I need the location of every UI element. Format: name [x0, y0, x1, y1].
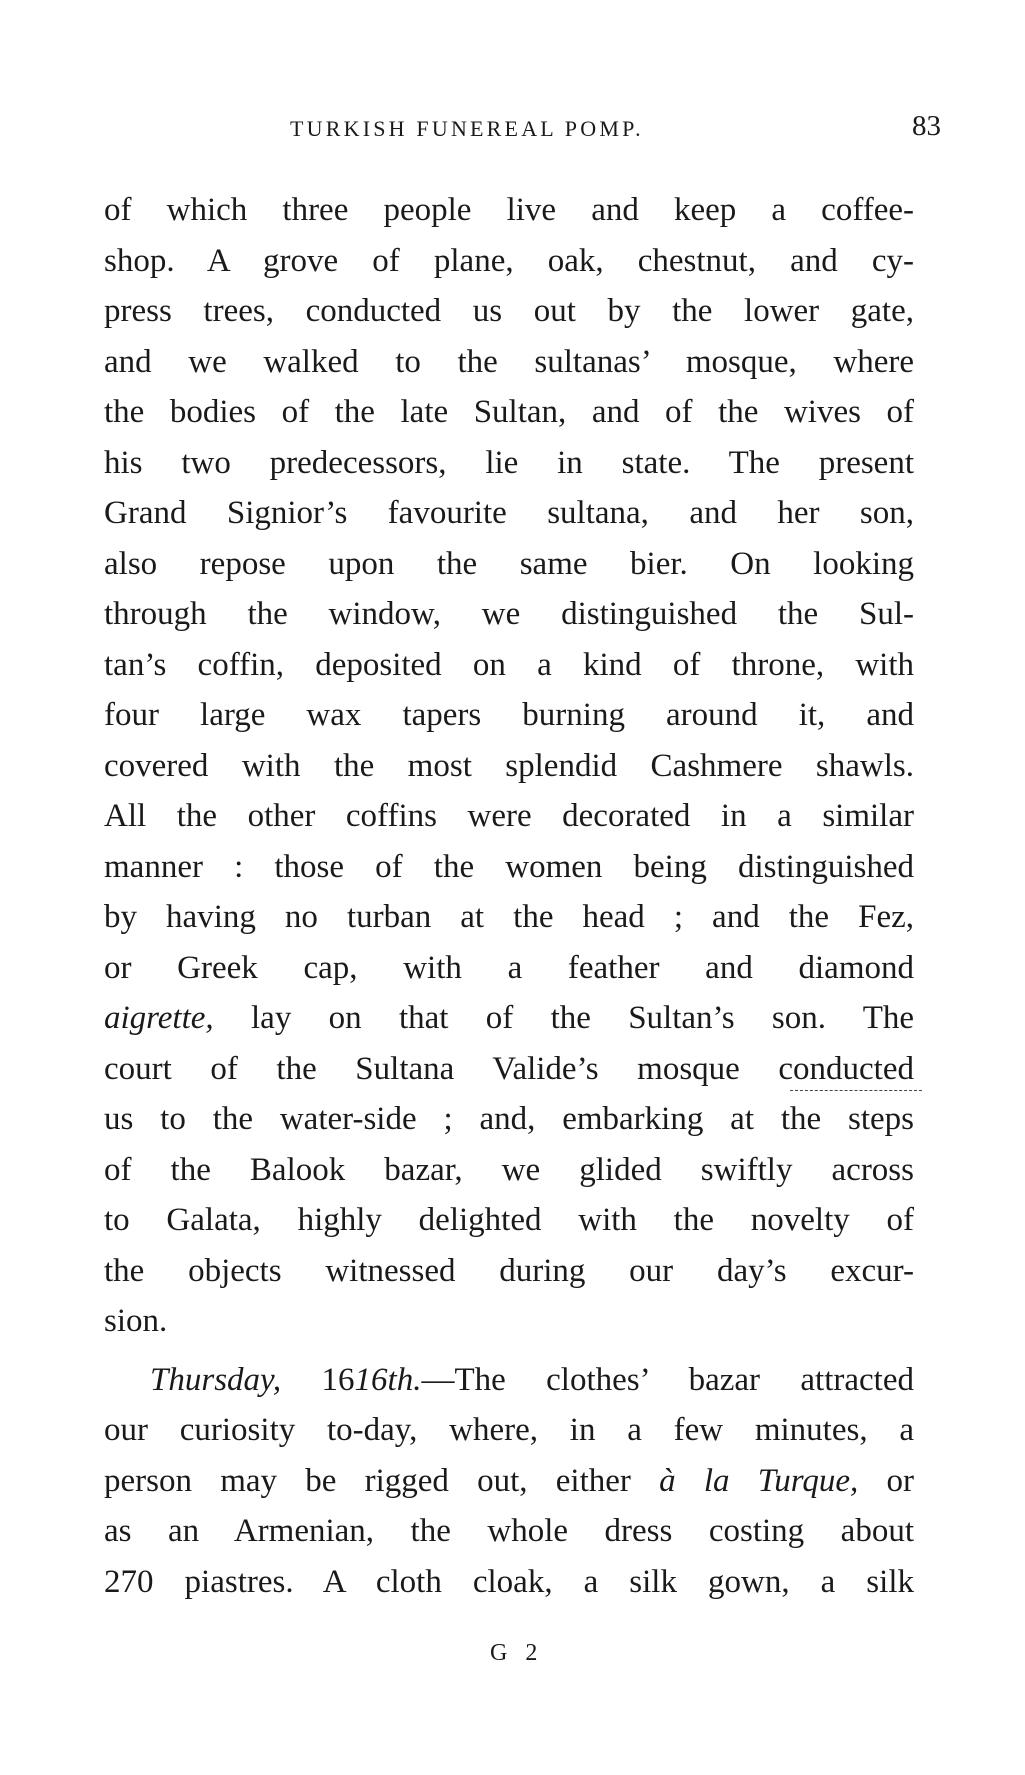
text-line: 270 piastres. A cloth cloak, a silk gown, a silk [104, 1563, 914, 1600]
signature-mark: G 2 [490, 1640, 544, 1666]
text-line: All the other coffins were decorated in a similar [104, 798, 914, 834]
text-fragment: person may be rigged out, either [104, 1462, 631, 1499]
text-line: covered with the most splendid Cashmere shawls. [104, 747, 914, 784]
text-line: of which three people live and keep a coffee- [104, 192, 914, 228]
text-line: press trees, conducted us out by the lower gate, [104, 293, 914, 329]
text-line: our curiosity to-day, where, in a few minutes, a [104, 1412, 914, 1448]
text-fragment: lay on that of the Sultan’s son. The [251, 1000, 914, 1036]
text-line: shop. A grove of plane, oak, chestnut, and cy- [104, 242, 914, 279]
body-text [104, 185, 914, 1607]
text-line-turque [104, 1456, 914, 1507]
text-line: court of the Sultana Valide’s mosque conducted [104, 1050, 914, 1087]
running-title: TURKISH FUNEREAL POMP. [290, 116, 644, 141]
text-line: four large wax tapers burning around it, and [104, 697, 914, 733]
text-line: his two predecessors, lie in state. The present [104, 444, 914, 481]
italic-turque: Turque, [757, 1462, 859, 1499]
text-line: sion. [104, 1303, 168, 1339]
text-line: or Greek cap, with a feather and diamond [104, 949, 914, 986]
text-line: by having no turban at the head ; and the Fez, [104, 899, 914, 935]
text-line: the objects witnessed during our day’s excur- [104, 1252, 914, 1289]
text-line-thursday [104, 1355, 914, 1406]
page-number: 83 [912, 110, 941, 142]
text-line: as an Armenian, the whole dress costing about [104, 1513, 914, 1549]
italic-aigrette: aigrette, [104, 1000, 214, 1036]
text-line: us to the water-side ; and, embarking at the steps [104, 1101, 914, 1137]
text-line: to Galata, highly delighted with the novelty of [104, 1202, 914, 1238]
text-line: manner : those of the women being distinguished [104, 848, 914, 885]
text-line: also repose upon the same bier. On looking [104, 545, 914, 582]
em-dash: — [421, 1361, 455, 1398]
text-line: the bodies of the late Sultan, and of the wives of [104, 394, 914, 430]
italic-date: 16th. [354, 1361, 422, 1398]
italic-thursday: Thursday, [150, 1361, 282, 1398]
text-line: through the window, we distinguished the Sul- [104, 596, 914, 632]
text-line: and we walked to the sultanas’ mosque, where [104, 343, 914, 380]
date-label: 1616th. [321, 1361, 422, 1398]
scan-artifact-rule [790, 1090, 922, 1091]
paragraph-gap [104, 1347, 914, 1355]
text-fragment: or [886, 1462, 915, 1499]
italic-a-la: à la [659, 1462, 730, 1499]
running-head [0, 110, 1025, 156]
text-fragment: The clothes’ bazar attracted [454, 1361, 914, 1398]
text-line: of the Balook bazar, we glided swiftly across [104, 1151, 914, 1188]
text-line-aigrette [104, 993, 914, 1044]
text-line: tan’s coffin, deposited on a kind of throne, with [104, 646, 914, 683]
text-line: Grand Signior’s favourite sultana, and her son, [104, 495, 914, 531]
